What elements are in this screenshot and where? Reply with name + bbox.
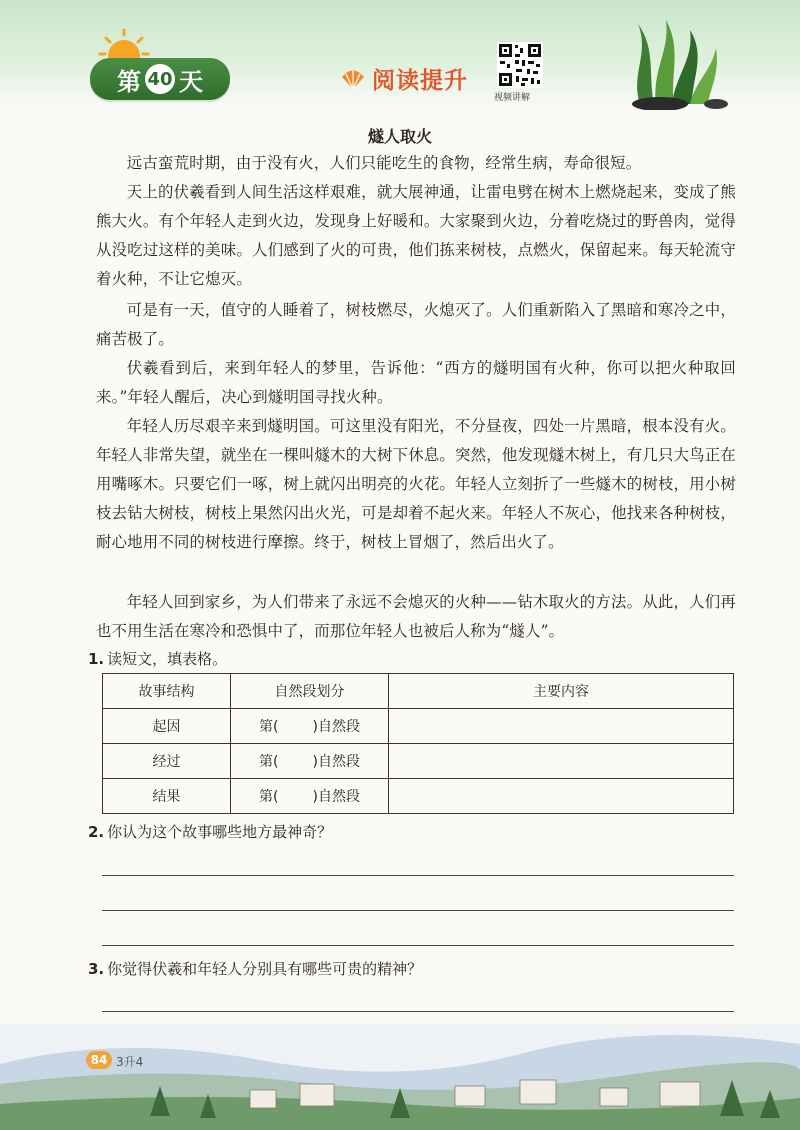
section-title [340, 62, 468, 95]
table-row [103, 779, 734, 814]
structure-cell: 经过 [103, 744, 231, 779]
day-badge [90, 58, 230, 100]
paragraph-range-cell [231, 709, 389, 744]
paragraph-range-cell [231, 744, 389, 779]
para-suffix: )自然段 [312, 719, 360, 735]
paragraph-5: 年轻人历尽艰辛来到燧明国。可这里没有阳光，不分昼夜，四处一片黑暗，根本没有火。年轻人非常失望，就坐在一棵叫燧木的大树下休息。突然，他发现燧木树上，有几只大鸟正在用嘴啄木。只要它们一啄，树上就闪出明亮的火花。年轻人立刻折了一些燧木的树枝，用小树枝去钻大树枝，树枝上果然闪出火光，可是却着不起火来。年轻人不灰心，他找来各种树枝，耐心地用不同的树枝进行摩擦。终于，树枝上冒烟了，然后出火了。 [96, 417, 736, 551]
question-1-text: 读短文，填表格。 [107, 650, 228, 668]
para-suffix: )自然段 [312, 754, 360, 770]
question-2 [88, 821, 332, 842]
para-prefix: 第( [259, 754, 279, 770]
question-3 [88, 958, 422, 979]
table-header: 主要内容 [389, 674, 734, 709]
paragraph-range-cell [231, 779, 389, 814]
content-answer-cell[interactable] [389, 709, 734, 744]
answer-line[interactable] [102, 945, 734, 946]
paragraph-4: 伏羲看到后，来到年轻人的梦里，告诉他：“西方的燧明国有火种，你可以把火种取回来。”年轻人醒后，决心到燧明国寻找火种。 [96, 359, 736, 406]
table-header-row [103, 674, 734, 709]
table-row [103, 744, 734, 779]
section-title-text: 阅读提升 [372, 68, 468, 94]
question-2-number: 2. [88, 823, 105, 841]
answer-line[interactable] [102, 1011, 734, 1012]
seaweed-illustration [620, 14, 740, 110]
answer-line[interactable] [102, 910, 734, 911]
question-1 [88, 648, 227, 669]
table-row [103, 709, 734, 744]
page-number-badge: 84 [86, 1051, 112, 1069]
table-header: 自然段划分 [231, 674, 389, 709]
qr-code-icon[interactable] [497, 42, 543, 88]
paragraph-1: 远古蛮荒时期，由于没有火，人们只能吃生的食物，经常生病，寿命很短。 [126, 154, 642, 172]
content-answer-cell[interactable] [389, 744, 734, 779]
para-prefix: 第( [259, 719, 279, 735]
paragraph-6: 年轻人回到家乡，为人们带来了永远不会熄灭的火种——钻木取火的方法。从此，人们再也不用生活在寒冷和恐惧中了，而那位年轻人也被后人称为“燧人”。 [96, 593, 736, 640]
table-header: 故事结构 [103, 674, 231, 709]
story-structure-table [102, 673, 734, 814]
day-suffix: 天 [179, 67, 203, 96]
question-3-text: 你觉得伏羲和年轻人分别具有哪些可贵的精神？ [107, 960, 423, 978]
question-2-text: 你认为这个故事哪些地方最神奇？ [107, 823, 333, 841]
structure-cell: 起因 [103, 709, 231, 744]
para-prefix: 第( [259, 789, 279, 805]
structure-cell: 结果 [103, 779, 231, 814]
para-suffix: )自然段 [312, 789, 360, 805]
paragraph-3: 可是有一天，值守的人睡着了，树枝燃尽，火熄灭了。人们重新陷入了黑暗和寒冷之中，痛苦极了。 [96, 301, 736, 348]
qr-label: 视频讲解 [494, 93, 531, 103]
footer-landscape-illustration [0, 1024, 800, 1130]
day-number: 40 [145, 64, 175, 94]
grade-label: 3升4 [116, 1055, 144, 1069]
question-3-number: 3. [88, 960, 105, 978]
content-answer-cell[interactable] [389, 779, 734, 814]
paragraph-2: 天上的伏羲看到人间生活这样艰难，就大展神通，让雷电劈在树木上燃烧起来，变成了熊熊大火。有个年轻人走到火边，发现身上好暖和。大家聚到火边，分着吃烧过的野兽肉，觉得从没吃过这样的美味。人们感到了火的可贵，他们拣来树枝，点燃火，保留起来。每天轮流守着火种，不让它熄灭。 [96, 183, 736, 288]
article-title: 燧人取火 [367, 127, 432, 146]
answer-line[interactable] [102, 875, 734, 876]
question-1-number: 1. [88, 650, 105, 668]
shell-icon [340, 68, 366, 90]
day-prefix: 第 [117, 67, 141, 96]
